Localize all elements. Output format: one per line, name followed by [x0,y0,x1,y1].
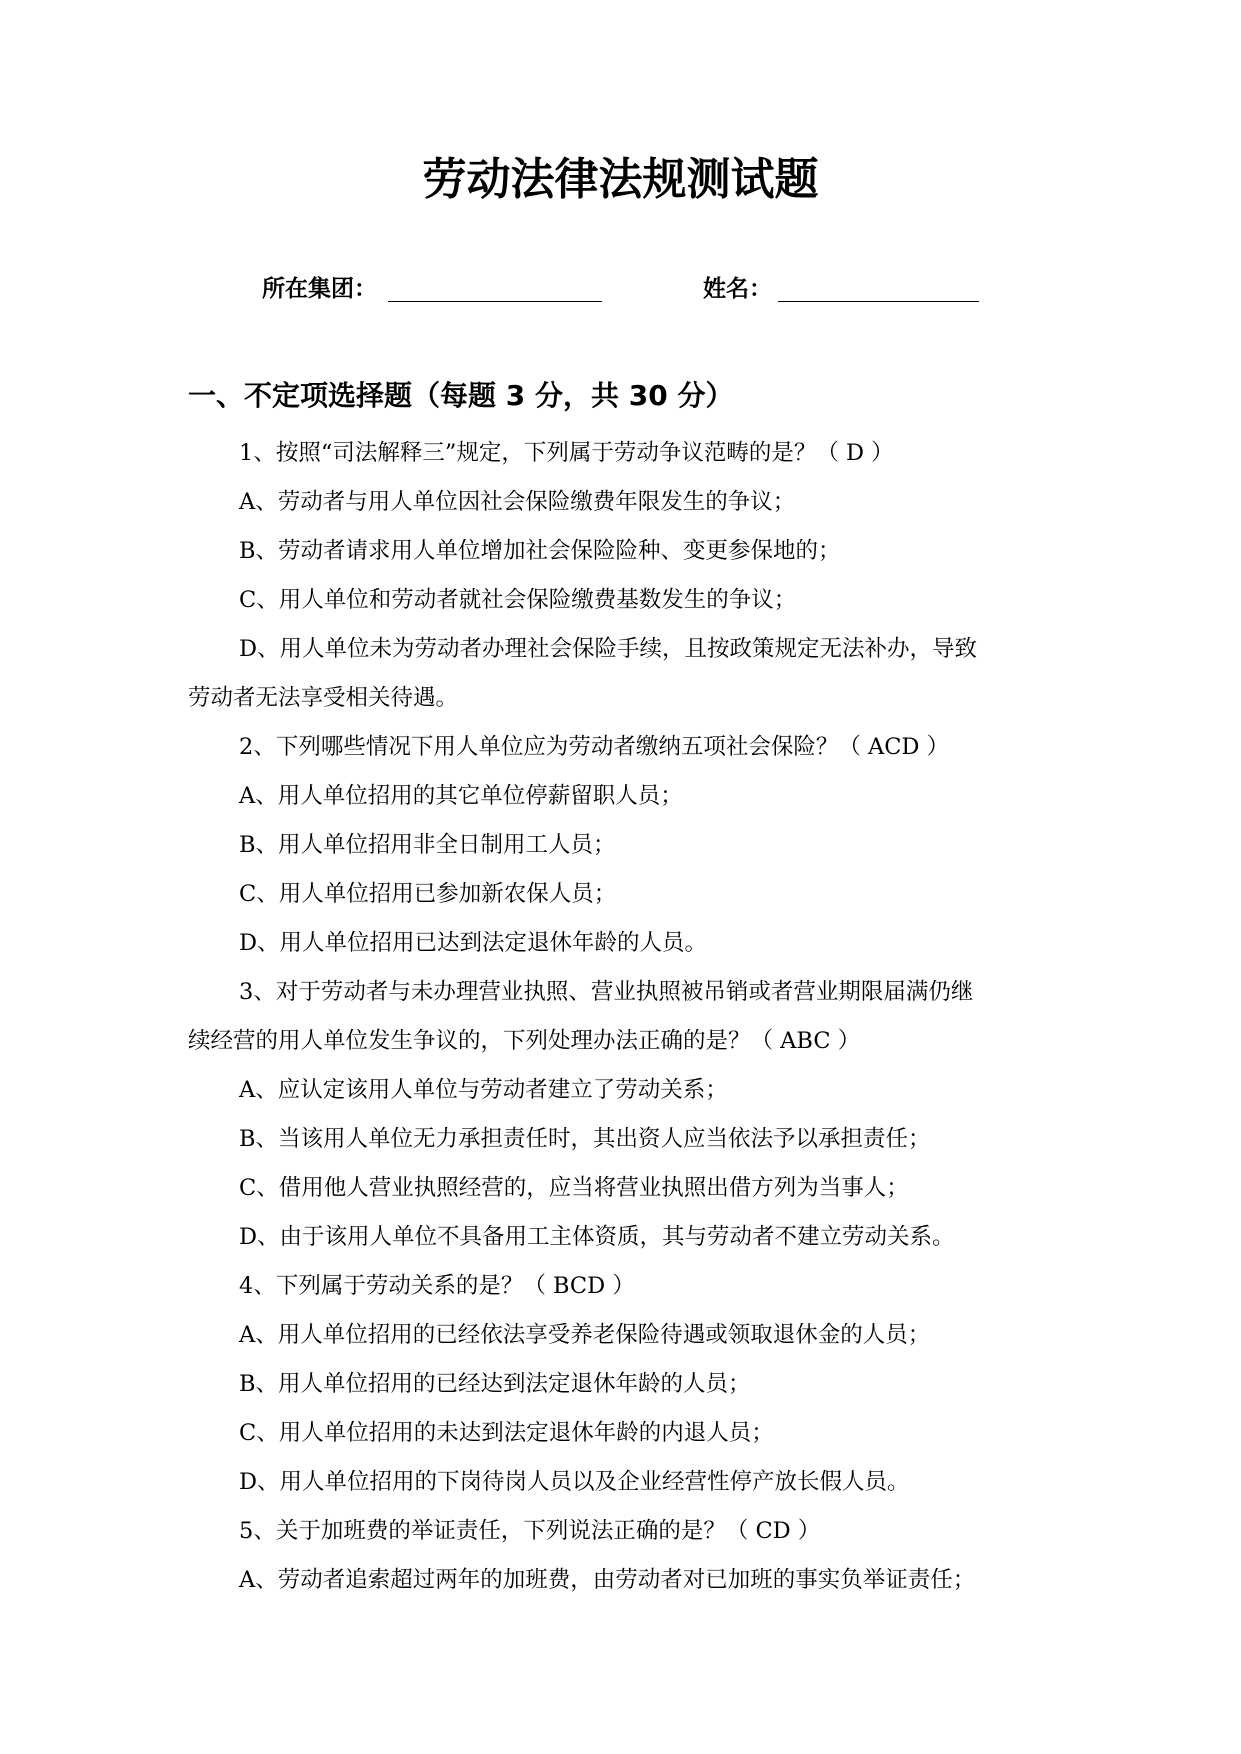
section-heading: 一、不定项选择题（每题 3 分，共 30 分） [188,379,734,412]
question-4-option-a: A、用人单位招用的已经依法享受养老保险待遇或领取退休金的人员； [239,1322,931,1348]
question-2-option-b: B、用人单位招用非全日制用工人员； [239,832,616,858]
question-3-text: 3、对于劳动者与未办理营业执照、营业执照被吊销或者营业期限届满仍继 [239,979,974,1005]
name-blank-line [778,301,979,302]
question-1-option-d-continued: 劳动者无法享受相关待遇。 [188,685,459,711]
question-5-text: 5、关于加班费的举证责任，下列说法正确的是？（ CD ） [239,1518,821,1544]
question-5-option-a: A、劳动者追索超过两年的加班费，由劳动者对已加班的事实负举证责任； [239,1567,976,1593]
group-blank-line [388,301,602,302]
question-3-option-d: D、由于该用人单位不具备用工主体资质，其与劳动者不建立劳动关系。 [239,1224,955,1250]
question-1-option-d: D、用人单位未为劳动者办理社会保险手续，且按政策规定无法补办，导致 [239,636,978,662]
name-label: 姓名： [703,276,772,302]
question-2-option-d: D、用人单位招用已达到法定退休年龄的人员。 [239,930,708,956]
question-4-option-d: D、用人单位招用的下岗待岗人员以及企业经营性停产放长假人员。 [239,1469,910,1495]
question-2-text: 2、下列哪些情况下用人单位应为劳动者缴纳五项社会保险？（ ACD ） [239,734,950,760]
question-4-option-b: B、用人单位招用的已经达到法定退休年龄的人员； [239,1371,751,1397]
question-3-text-continued: 续经营的用人单位发生争议的，下列处理办法正确的是？（ ABC ） [188,1028,861,1054]
question-1-option-b: B、劳动者请求用人单位增加社会保险险种、变更参保地的； [239,538,841,564]
question-1-text: 1、按照“司法解释三”规定，下列属于劳动争议范畴的是？（ D ） [239,440,894,466]
question-1-option-a: A、劳动者与用人单位因社会保险缴费年限发生的争议； [239,489,796,515]
question-3-option-b: B、当该用人单位无力承担责任时，其出资人应当依法予以承担责任； [239,1126,931,1152]
question-3-option-a: A、应认定该用人单位与劳动者建立了劳动关系； [239,1077,728,1103]
question-3-option-c: C、借用他人营业执照经营的，应当将营业执照出借方列为当事人； [239,1175,909,1201]
group-label: 所在集团： [262,276,377,302]
question-1-option-c: C、用人单位和劳动者就社会保险缴费基数发生的争议； [239,587,797,613]
question-2-option-c: C、用人单位招用已参加新农保人员； [239,881,617,907]
question-4-option-c: C、用人单位招用的未达到法定退休年龄的内退人员； [239,1420,774,1446]
question-4-text: 4、下列属于劳动关系的是？（ BCD ） [239,1273,635,1299]
question-2-option-a: A、用人单位招用的其它单位停薪留职人员； [239,783,683,809]
page-title: 劳动法律法规测试题 [422,154,819,205]
